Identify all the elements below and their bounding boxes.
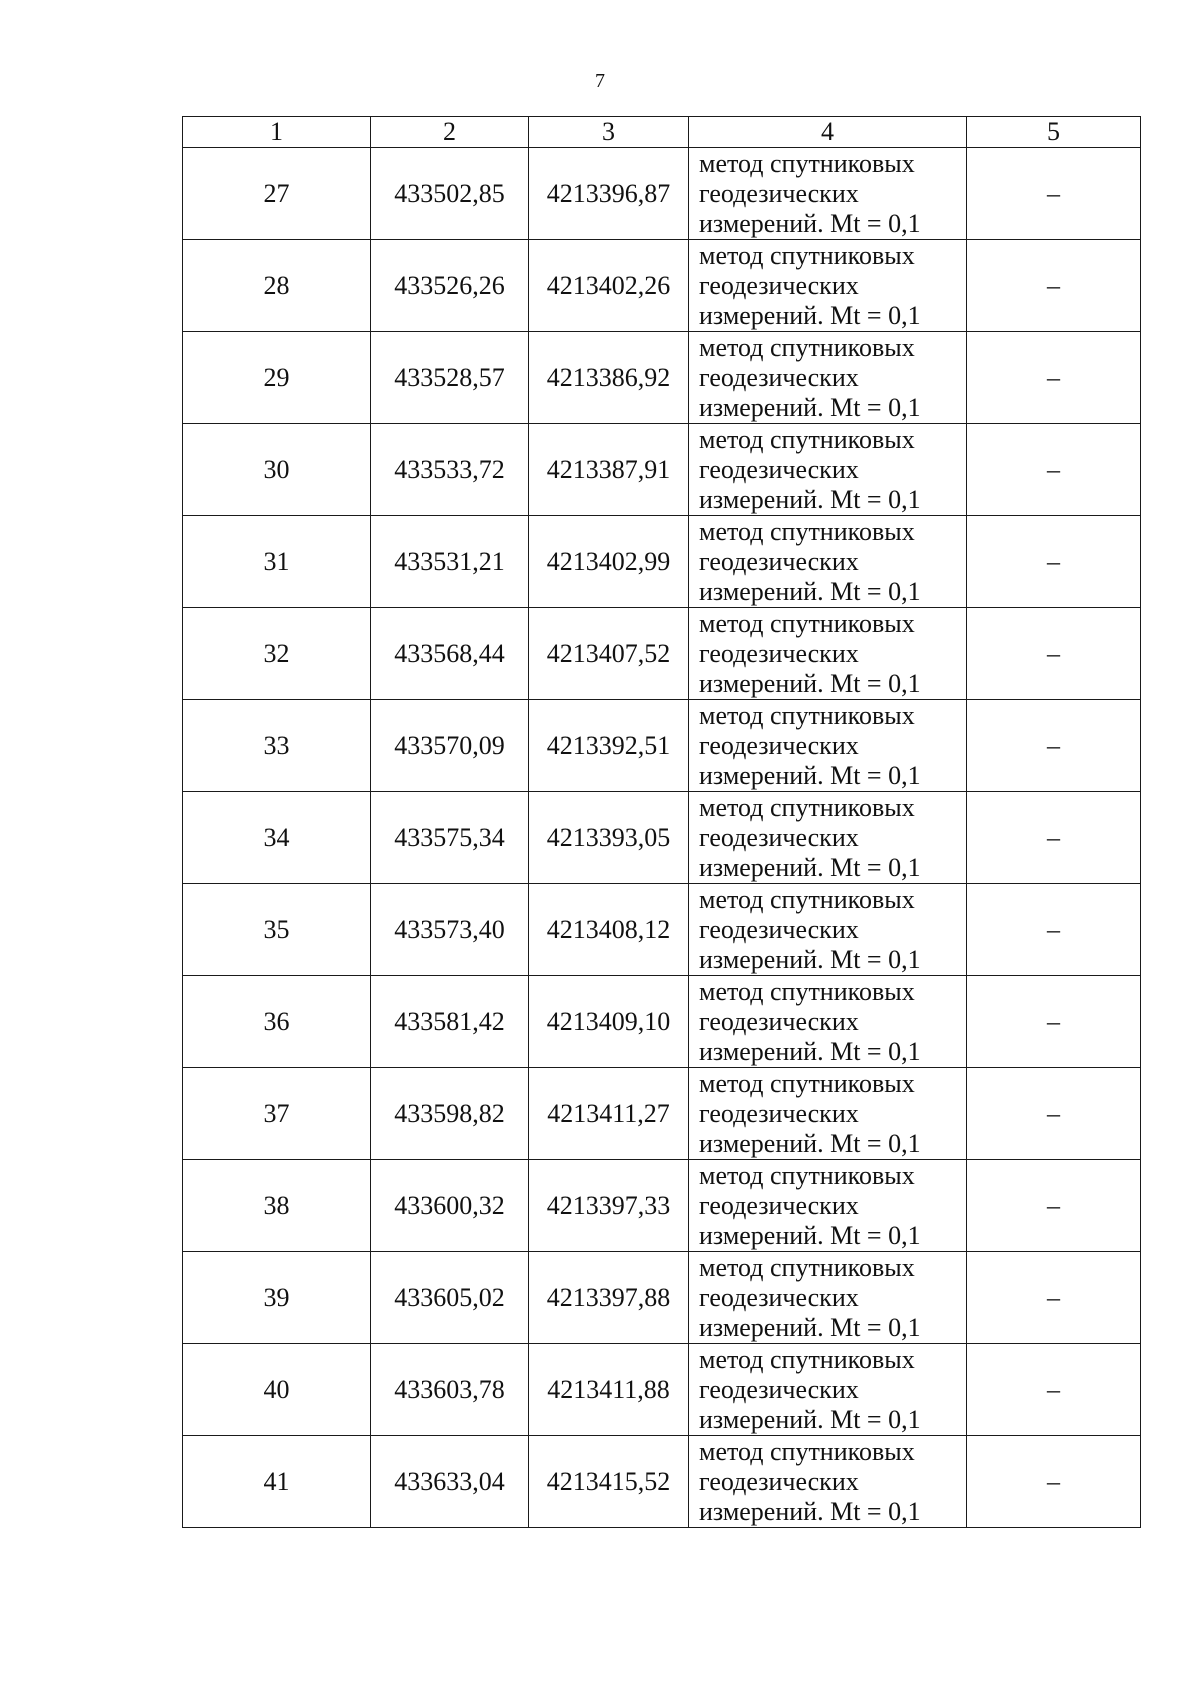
- method-cell: [689, 424, 967, 516]
- page-number: 7: [595, 70, 605, 92]
- method-line: измерений. Mt = 0,1: [699, 576, 921, 606]
- method-cell: [689, 1252, 967, 1344]
- point-number-cell: 28: [183, 240, 371, 332]
- method-line: метод спутниковых: [699, 240, 915, 270]
- method-line: метод спутниковых: [699, 1436, 915, 1466]
- table-row: [183, 1436, 1141, 1528]
- x-coordinate-cell: 433600,32: [371, 1160, 529, 1252]
- table-row: [183, 1068, 1141, 1160]
- point-number-cell: 31: [183, 516, 371, 608]
- method-line: геодезических: [699, 822, 859, 852]
- y-coordinate-cell: 4213407,52: [529, 608, 689, 700]
- point-number-cell: 37: [183, 1068, 371, 1160]
- note-cell: –: [967, 792, 1141, 884]
- table-row: [183, 516, 1141, 608]
- table-body: [183, 148, 1141, 1528]
- method-line: измерений. Mt = 0,1: [699, 484, 921, 514]
- point-number-cell: 40: [183, 1344, 371, 1436]
- table-row: [183, 1252, 1141, 1344]
- method-line: метод спутниковых: [699, 884, 915, 914]
- y-coordinate-cell: 4213402,26: [529, 240, 689, 332]
- method-line: измерений. Mt = 0,1: [699, 944, 921, 974]
- point-number-cell: 38: [183, 1160, 371, 1252]
- column-header: 4: [689, 117, 967, 148]
- method-line: геодезических: [699, 1282, 859, 1312]
- method-line: геодезических: [699, 454, 859, 484]
- table-row: [183, 792, 1141, 884]
- method-line: измерений. Mt = 0,1: [699, 760, 921, 790]
- x-coordinate-cell: 433603,78: [371, 1344, 529, 1436]
- table-row: [183, 148, 1141, 240]
- note-cell: –: [967, 1160, 1141, 1252]
- method-line: метод спутниковых: [699, 608, 915, 638]
- y-coordinate-cell: 4213396,87: [529, 148, 689, 240]
- note-cell: –: [967, 148, 1141, 240]
- x-coordinate-cell: 433598,82: [371, 1068, 529, 1160]
- x-coordinate-cell: 433575,34: [371, 792, 529, 884]
- method-line: измерений. Mt = 0,1: [699, 852, 921, 882]
- y-coordinate-cell: 4213393,05: [529, 792, 689, 884]
- y-coordinate-cell: 4213397,88: [529, 1252, 689, 1344]
- table-row: [183, 424, 1141, 516]
- column-header: 5: [967, 117, 1141, 148]
- method-line: измерений. Mt = 0,1: [699, 1496, 921, 1526]
- table-header-row: [183, 117, 1141, 148]
- y-coordinate-cell: 4213409,10: [529, 976, 689, 1068]
- point-number-cell: 35: [183, 884, 371, 976]
- note-cell: –: [967, 1252, 1141, 1344]
- note-cell: –: [967, 1068, 1141, 1160]
- method-line: метод спутниковых: [699, 332, 915, 362]
- y-coordinate-cell: 4213397,33: [529, 1160, 689, 1252]
- table-row: [183, 608, 1141, 700]
- method-line: геодезических: [699, 270, 859, 300]
- method-line: геодезических: [699, 362, 859, 392]
- column-header: 1: [183, 117, 371, 148]
- note-cell: –: [967, 516, 1141, 608]
- y-coordinate-cell: 4213386,92: [529, 332, 689, 424]
- x-coordinate-cell: 433605,02: [371, 1252, 529, 1344]
- method-line: метод спутниковых: [699, 1068, 915, 1098]
- method-line: метод спутниковых: [699, 792, 915, 822]
- point-number-cell: 30: [183, 424, 371, 516]
- note-cell: –: [967, 240, 1141, 332]
- method-line: геодезических: [699, 730, 859, 760]
- point-number-cell: 39: [183, 1252, 371, 1344]
- y-coordinate-cell: 4213408,12: [529, 884, 689, 976]
- method-line: измерений. Mt = 0,1: [699, 300, 921, 330]
- method-line: геодезических: [699, 546, 859, 576]
- method-cell: [689, 240, 967, 332]
- method-line: метод спутниковых: [699, 424, 915, 454]
- note-cell: –: [967, 1344, 1141, 1436]
- x-coordinate-cell: 433633,04: [371, 1436, 529, 1528]
- table-row: [183, 700, 1141, 792]
- method-line: измерений. Mt = 0,1: [699, 1220, 921, 1250]
- method-line: измерений. Mt = 0,1: [699, 1404, 921, 1434]
- method-cell: [689, 700, 967, 792]
- method-line: метод спутниковых: [699, 148, 915, 178]
- method-line: метод спутниковых: [699, 976, 915, 1006]
- table-row: [183, 332, 1141, 424]
- x-coordinate-cell: 433531,21: [371, 516, 529, 608]
- method-line: геодезических: [699, 178, 859, 208]
- method-cell: [689, 608, 967, 700]
- method-cell: [689, 332, 967, 424]
- x-coordinate-cell: 433526,26: [371, 240, 529, 332]
- point-number-cell: 36: [183, 976, 371, 1068]
- method-line: геодезических: [699, 638, 859, 668]
- point-number-cell: 34: [183, 792, 371, 884]
- method-line: измерений. Mt = 0,1: [699, 668, 921, 698]
- note-cell: –: [967, 424, 1141, 516]
- x-coordinate-cell: 433568,44: [371, 608, 529, 700]
- note-cell: –: [967, 332, 1141, 424]
- table-row: [183, 884, 1141, 976]
- method-line: измерений. Mt = 0,1: [699, 392, 921, 422]
- method-cell: [689, 1160, 967, 1252]
- table-row: [183, 1344, 1141, 1436]
- method-cell: [689, 148, 967, 240]
- method-line: геодезических: [699, 1006, 859, 1036]
- method-line: измерений. Mt = 0,1: [699, 1036, 921, 1066]
- method-cell: [689, 792, 967, 884]
- method-cell: [689, 976, 967, 1068]
- method-line: измерений. Mt = 0,1: [699, 1312, 921, 1342]
- y-coordinate-cell: 4213415,52: [529, 1436, 689, 1528]
- method-line: измерений. Mt = 0,1: [699, 1128, 921, 1158]
- method-line: геодезических: [699, 914, 859, 944]
- x-coordinate-cell: 433502,85: [371, 148, 529, 240]
- method-line: геодезических: [699, 1098, 859, 1128]
- y-coordinate-cell: 4213411,88: [529, 1344, 689, 1436]
- method-cell: [689, 884, 967, 976]
- x-coordinate-cell: 433581,42: [371, 976, 529, 1068]
- method-line: геодезических: [699, 1466, 859, 1496]
- column-header: 2: [371, 117, 529, 148]
- note-cell: –: [967, 976, 1141, 1068]
- method-line: метод спутниковых: [699, 700, 915, 730]
- method-line: измерений. Mt = 0,1: [699, 208, 921, 238]
- method-cell: [689, 1068, 967, 1160]
- point-number-cell: 32: [183, 608, 371, 700]
- x-coordinate-cell: 433570,09: [371, 700, 529, 792]
- note-cell: –: [967, 700, 1141, 792]
- method-cell: [689, 1344, 967, 1436]
- x-coordinate-cell: 433573,40: [371, 884, 529, 976]
- table-row: [183, 976, 1141, 1068]
- x-coordinate-cell: 433533,72: [371, 424, 529, 516]
- method-line: метод спутниковых: [699, 1160, 915, 1190]
- method-cell: [689, 1436, 967, 1528]
- point-number-cell: 33: [183, 700, 371, 792]
- y-coordinate-cell: 4213411,27: [529, 1068, 689, 1160]
- method-line: метод спутниковых: [699, 516, 915, 546]
- y-coordinate-cell: 4213387,91: [529, 424, 689, 516]
- column-header: 3: [529, 117, 689, 148]
- method-line: метод спутниковых: [699, 1344, 915, 1374]
- y-coordinate-cell: 4213392,51: [529, 700, 689, 792]
- table-row: [183, 240, 1141, 332]
- method-line: метод спутниковых: [699, 1252, 915, 1282]
- coordinates-table: [182, 116, 1141, 1528]
- method-line: геодезических: [699, 1374, 859, 1404]
- table-row: [183, 1160, 1141, 1252]
- method-cell: [689, 516, 967, 608]
- x-coordinate-cell: 433528,57: [371, 332, 529, 424]
- method-line: геодезических: [699, 1190, 859, 1220]
- point-number-cell: 29: [183, 332, 371, 424]
- note-cell: –: [967, 1436, 1141, 1528]
- note-cell: –: [967, 608, 1141, 700]
- point-number-cell: 41: [183, 1436, 371, 1528]
- y-coordinate-cell: 4213402,99: [529, 516, 689, 608]
- point-number-cell: 27: [183, 148, 371, 240]
- note-cell: –: [967, 884, 1141, 976]
